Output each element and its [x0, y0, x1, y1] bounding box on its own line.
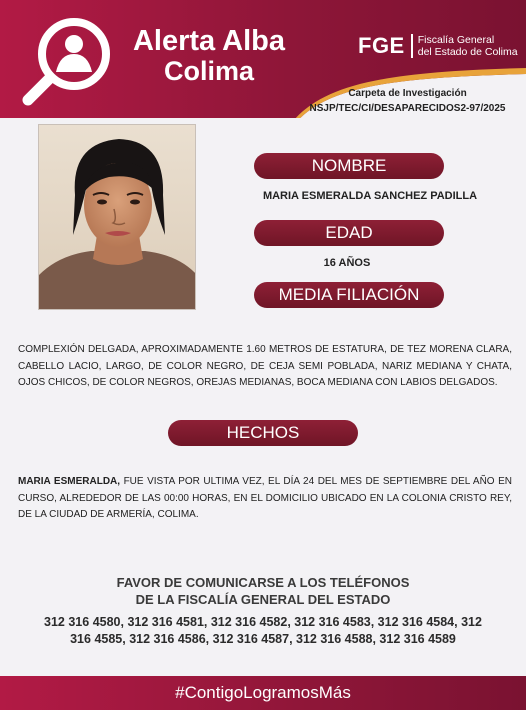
fge-agency-line2: del Estado de Colima — [417, 46, 518, 58]
description-section-label: MEDIA FILIACIÓN — [254, 282, 444, 308]
case-file-number: NSJP/TEC/CI/DESAPARECIDOS2-97/2025 — [309, 103, 506, 114]
fge-agency-line1: Fiscalía General — [417, 34, 495, 46]
alerta-alba-logo-icon — [22, 14, 114, 106]
contact-line-2: DE LA FISCALÍA GENERAL DEL ESTADO — [135, 592, 391, 607]
missing-person-name: MARIA ESMERALDA SANCHEZ PADILLA — [262, 190, 478, 202]
alert-title — [118, 26, 300, 86]
missing-person-age: 16 AÑOS — [323, 257, 371, 269]
physical-description-text: COMPLEXIÓN DELGADA, APROXIMADAMENTE 1.60 METROS DE ESTATURA, DE TEZ MORENA CLARA, CABELLO LACIO, LARGO, DE COLOR NEGRO, DE CEJA SEMI POBLADA, NARIZ MEDIANA Y CHATA, OJOS CHICOS, DE COLOR NEGROS, OREJAS MEDIANAS, BOCA MEDIANA CON LABIOS DELGADOS. — [18, 344, 512, 388]
facts-text — [18, 474, 512, 524]
case-file-info — [300, 86, 515, 116]
contact-phone-numbers: 312 316 4580, 312 316 4581, 312 316 4582, 312 316 4583, 312 316 4584, 312 316 4585, 312 316 4586, 312 316 4587, 312 316 4588, 312 316 4589 — [44, 615, 482, 646]
name-section-label: NOMBRE — [254, 153, 444, 179]
missing-person-photo — [38, 124, 196, 310]
alert-title-sub: Colima — [163, 56, 255, 86]
portrait-image — [39, 125, 196, 310]
fge-logo — [358, 34, 518, 58]
case-file-label: Carpeta de Investigación — [348, 88, 467, 99]
age-section-label: EDAD — [254, 220, 444, 246]
facts-description: FUE VISTA POR ULTIMA VEZ, EL DÍA 24 DEL MES DE SEPTIEMBRE DEL AÑO EN CURSO, ALREDEDOR DE LAS 00:00 HORAS, EN EL DOMICILIO UBICADO EN LA COLONIA CRISTO REY, DE LA CIUDAD DE ARMERÍA, COLIMA. — [18, 476, 512, 520]
facts-section-label: HECHOS — [168, 420, 358, 446]
footer-banner — [0, 676, 526, 710]
fge-agency-name — [418, 34, 518, 58]
footer-hashtag: #ContigoLogramosMás — [175, 683, 351, 702]
contact-instructions — [40, 574, 486, 608]
fge-divider — [411, 34, 413, 58]
contact-line-1: FAVOR DE COMUNICARSE A LOS TELÉFONOS — [116, 575, 410, 590]
facts-person-name: MARIA ESMERALDA, — [18, 476, 121, 487]
fge-acronym: FGE — [358, 33, 405, 58]
alert-title-main: Alerta Alba — [132, 25, 286, 57]
